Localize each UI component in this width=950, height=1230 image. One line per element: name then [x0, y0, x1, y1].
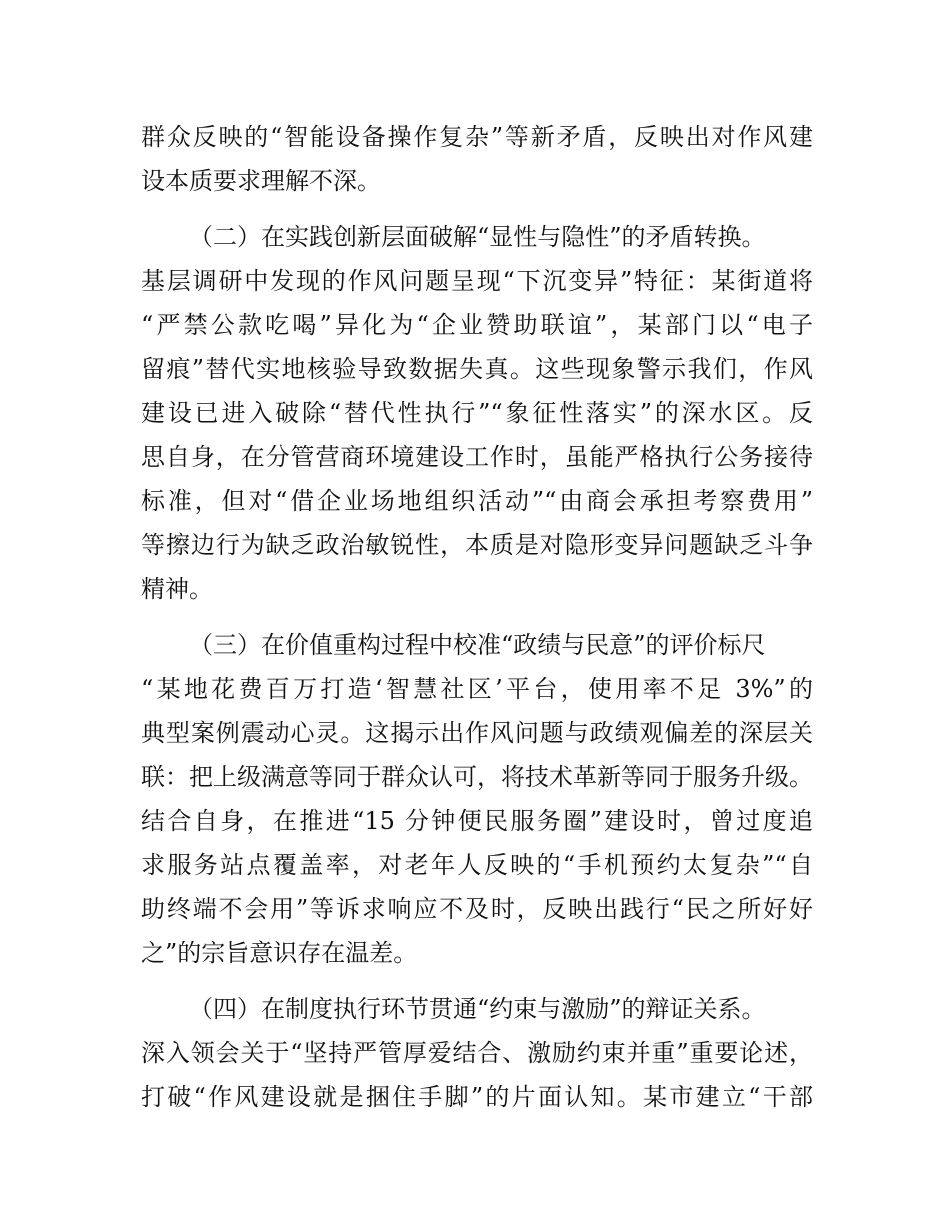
- text-line: 打破“作风建设就是捆住手脚”的片面认知。某市建立“干部: [141, 1083, 813, 1111]
- text-line: 之”的宗旨意识存在温差。: [141, 939, 418, 967]
- text-line: 基层调研中发现的作风问题呈现“下沉变异”特征：某街道将: [141, 267, 813, 295]
- text-line: 求服务站点覆盖率，对老年人反映的“手机预约太复杂”“自: [141, 851, 813, 879]
- text-line: 留痕”替代实地核验导致数据失真。这些现象警示我们，作风: [141, 355, 813, 383]
- section-heading: （四）在制度执行环节贯通“约束与激励”的辩证关系。: [189, 995, 766, 1023]
- text-line: 联：把上级满意等同于群众认可，将技术革新等同于服务升级。: [141, 763, 813, 791]
- text-line: 标准，但对“借企业场地组织活动”“由商会承担考察费用”: [141, 487, 813, 515]
- text-line: 助终端不会用”等诉求响应不及时，反映出践行“民之所好好: [141, 895, 813, 923]
- text-line: 深入领会关于“坚持严管厚爱结合、激励约束并重”重要论述，: [141, 1039, 813, 1067]
- section-heading: （三）在价值重构过程中校准“政绩与民意”的评价标尺: [189, 631, 766, 659]
- text-line: “某地花费百万打造‘智慧社区’平台，使用率不足 3%”的: [141, 675, 813, 703]
- text-line: 建设已进入破除“替代性执行”“象征性落实”的深水区。反: [141, 399, 813, 427]
- text-line: 精神。: [141, 575, 213, 603]
- text-line: “严禁公款吃喝”异化为“企业赞助联谊”，某部门以“电子: [141, 311, 813, 339]
- text-line: 设本质要求理解不深。: [141, 167, 381, 195]
- text-line: 结合自身，在推进“15 分钟便民服务圈”建设时，曾过度追: [141, 807, 813, 835]
- text-line: 典型案例震动心灵。这揭示出作风问题与政绩观偏差的深层关: [141, 719, 813, 747]
- text-line: 思自身，在分管营商环境建设工作时，虽能严格执行公务接待: [141, 443, 813, 471]
- text-line: 群众反映的“智能设备操作复杂”等新矛盾，反映出对作风建: [141, 123, 813, 151]
- section-heading: （二）在实践创新层面破解“显性与隐性”的矛盾转换。: [189, 223, 766, 251]
- text-line: 等擦边行为缺乏政治敏锐性，本质是对隐形变异问题缺乏斗争: [141, 531, 813, 559]
